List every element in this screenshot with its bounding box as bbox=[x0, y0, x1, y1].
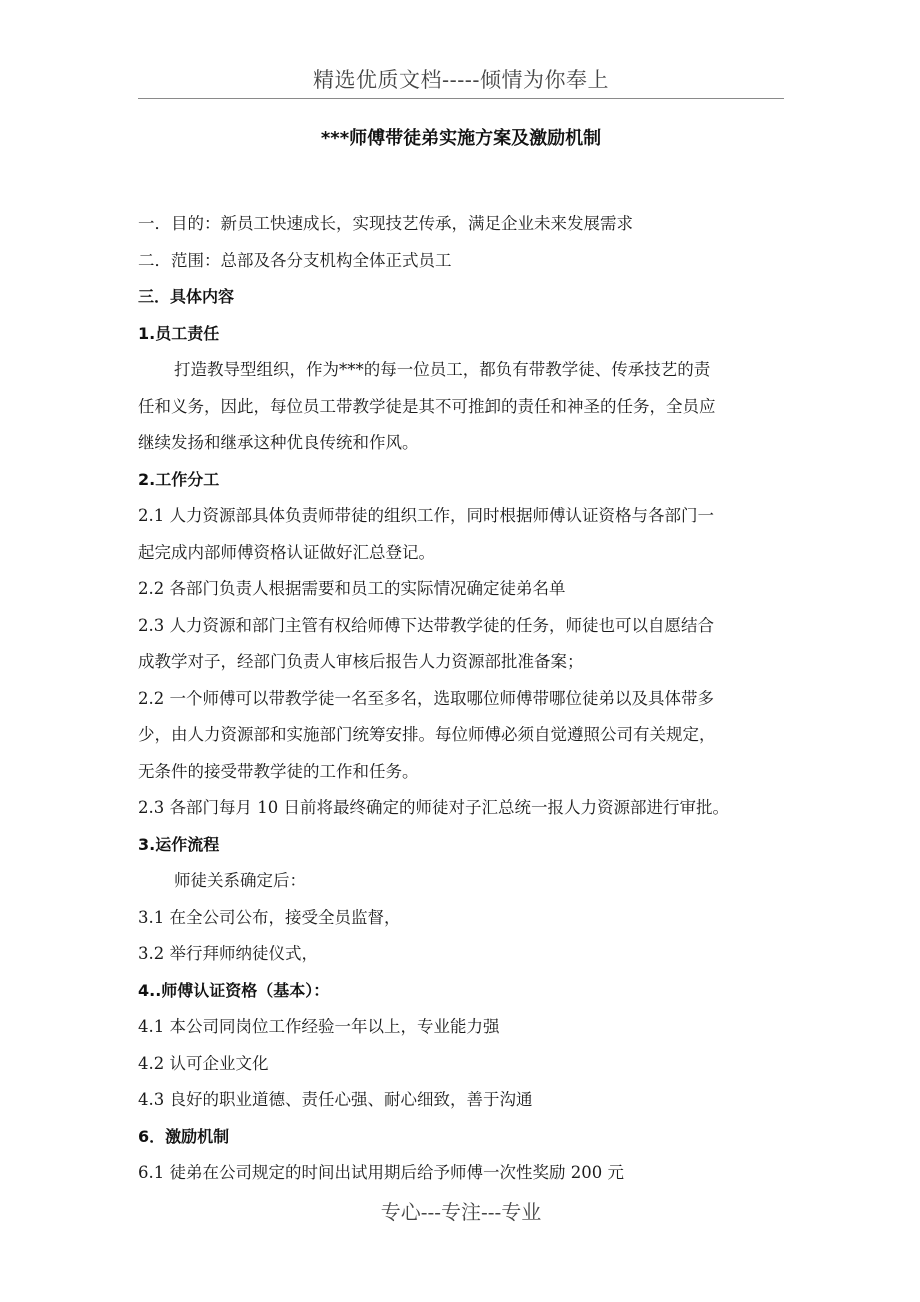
section-heading-process: 3.运作流程 bbox=[138, 834, 220, 854]
paragraph-line: 2.3 人力资源和部门主管有权给师傅下达带教学徒的任务，师徒也可以自愿结合 bbox=[138, 615, 714, 635]
paragraph-line: 3.1 在全公司公布，接受全员监督， bbox=[138, 907, 401, 927]
purpose-line: 一．目的：新员工快速成长，实现技艺传承，满足企业未来发展需求 bbox=[138, 214, 633, 233]
document-title: ***师傅带徒弟实施方案及激励机制 bbox=[320, 128, 602, 149]
page-footer: 专心---专注---专业 bbox=[380, 1200, 542, 1224]
scope-line: 二．范围：总部及各分支机构全体正式员工 bbox=[138, 250, 452, 270]
header-divider bbox=[138, 98, 784, 99]
section-heading-qualification: 4..师傅认证资格（基本）： bbox=[138, 980, 330, 1000]
paragraph-line: 无条件的接受带教学徒的工作和任务。 bbox=[138, 761, 419, 781]
page-header: 精选优质文档-----倾情为你奉上 bbox=[313, 68, 609, 92]
paragraph-line: 4.2 认可企业文化 bbox=[138, 1053, 269, 1073]
section-heading-responsibility: 1.员工责任 bbox=[138, 323, 220, 343]
document-body bbox=[138, 206, 786, 1192]
paragraph-line: 成教学对子，经部门负责人审核后报告人力资源部批准备案； bbox=[138, 652, 584, 671]
paragraph-line: 2.3 各部门每月 10 日前将最终确定的师徒对子汇总统一报人力资源部进行审批。 bbox=[138, 798, 729, 817]
paragraph-line: 师徒关系确定后： bbox=[174, 871, 306, 890]
paragraph-line: 起完成内部师傅资格认证做好汇总登记。 bbox=[138, 542, 435, 562]
paragraph-line: 4.1 本公司同岗位工作经验一年以上，专业能力强 bbox=[138, 1017, 500, 1036]
section-heading-content: 三．具体内容 bbox=[138, 287, 235, 306]
paragraph-line: 打造教导型组织，作为***的每一位员工，都负有带教学徒、传承技艺的责 bbox=[174, 360, 711, 379]
paragraph-line: 2.1 人力资源部具体负责师带徒的组织工作，同时根据师傅认证资格与各部门一 bbox=[138, 506, 714, 525]
section-heading-division: 2.工作分工 bbox=[138, 469, 220, 489]
paragraph-line: 2.2 各部门负责人根据需要和员工的实际情况确定徒弟名单 bbox=[138, 579, 566, 598]
paragraph-line: 3.2 举行拜师纳徒仪式， bbox=[138, 944, 318, 963]
section-heading-incentive: 6．激励机制 bbox=[138, 1126, 230, 1146]
paragraph-line: 继续发扬和继承这种优良传统和作风。 bbox=[138, 433, 419, 452]
paragraph-line: 6.1 徒弟在公司规定的时间出试用期后给予师傅一次性奖励 200 元 bbox=[138, 1163, 624, 1182]
paragraph-line: 少，由人力资源部和实施部门统筹安排。每位师傅必须自觉遵照公司有关规定， bbox=[138, 725, 716, 744]
paragraph-line: 2.2 一个师傅可以带教学徒一名至多名，选取哪位师傅带哪位徒弟以及具体带多 bbox=[138, 688, 714, 708]
paragraph-line: 任和义务，因此，每位员工带教学徒是其不可推卸的责任和神圣的任务，全员应 bbox=[138, 396, 716, 416]
paragraph-line: 4.3 良好的职业道德、责任心强、耐心细致，善于沟通 bbox=[138, 1090, 533, 1109]
